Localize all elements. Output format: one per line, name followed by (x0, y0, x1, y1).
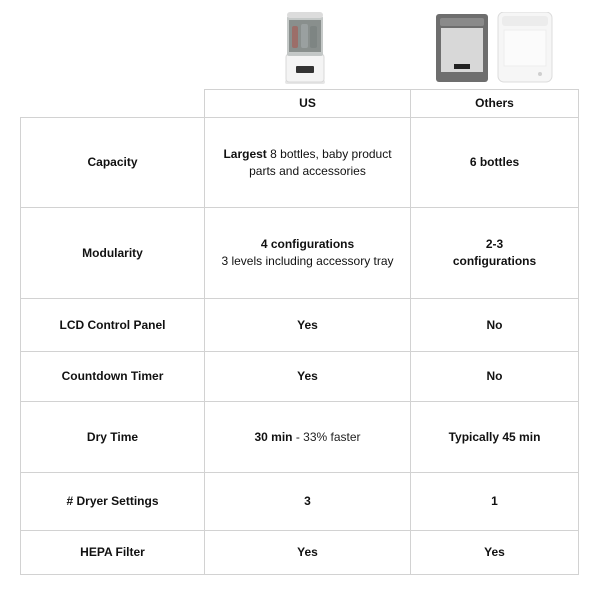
feature-label: HEPA Filter (21, 531, 205, 575)
feature-label: Modularity (21, 208, 205, 299)
others-cell: 6 bottles (411, 118, 579, 208)
feature-label: Dry Time (21, 402, 205, 473)
table-row (21, 299, 579, 352)
table-header-row (21, 90, 579, 118)
table-row (21, 118, 579, 208)
column-header-others: Others (411, 90, 579, 118)
us-highlight: 4 configurations (260, 237, 355, 251)
table-row (21, 531, 579, 575)
others-cell (411, 208, 579, 299)
us-cell (205, 118, 411, 208)
us-cell: 3 (205, 473, 411, 531)
us-detail: - 33% faster (295, 429, 361, 444)
others-cell: No (411, 352, 579, 402)
us-cell: Yes (205, 299, 411, 352)
table-row (21, 208, 579, 299)
us-highlight: 30 min (254, 429, 293, 444)
us-detail: 8 bottles, baby product parts and accessories (249, 146, 392, 178)
column-header-us: US (205, 90, 411, 118)
us-cell: Yes (205, 531, 411, 575)
feature-label: Capacity (21, 118, 205, 208)
others-cell: Typically 45 min (411, 402, 579, 473)
comparison-table (20, 89, 579, 575)
others-line: configurations (452, 254, 537, 268)
others-cell: Yes (411, 531, 579, 575)
others-line: 2-3 (485, 237, 504, 251)
us-sterilizer-image (279, 10, 331, 86)
table-row (21, 352, 579, 402)
competitor-sterilizers-image (436, 12, 554, 84)
feature-label: LCD Control Panel (21, 299, 205, 352)
us-detail: 3 levels including accessory tray (221, 254, 394, 268)
us-cell: Yes (205, 352, 411, 402)
table-row (21, 473, 579, 531)
table-row (21, 402, 579, 473)
others-cell: No (411, 299, 579, 352)
feature-label: Countdown Timer (21, 352, 205, 402)
feature-label: # Dryer Settings (21, 473, 205, 531)
others-cell: 1 (411, 473, 579, 531)
blank-header-cell (21, 90, 205, 118)
us-highlight: Largest (223, 146, 267, 161)
us-cell (205, 208, 411, 299)
us-cell (205, 402, 411, 473)
